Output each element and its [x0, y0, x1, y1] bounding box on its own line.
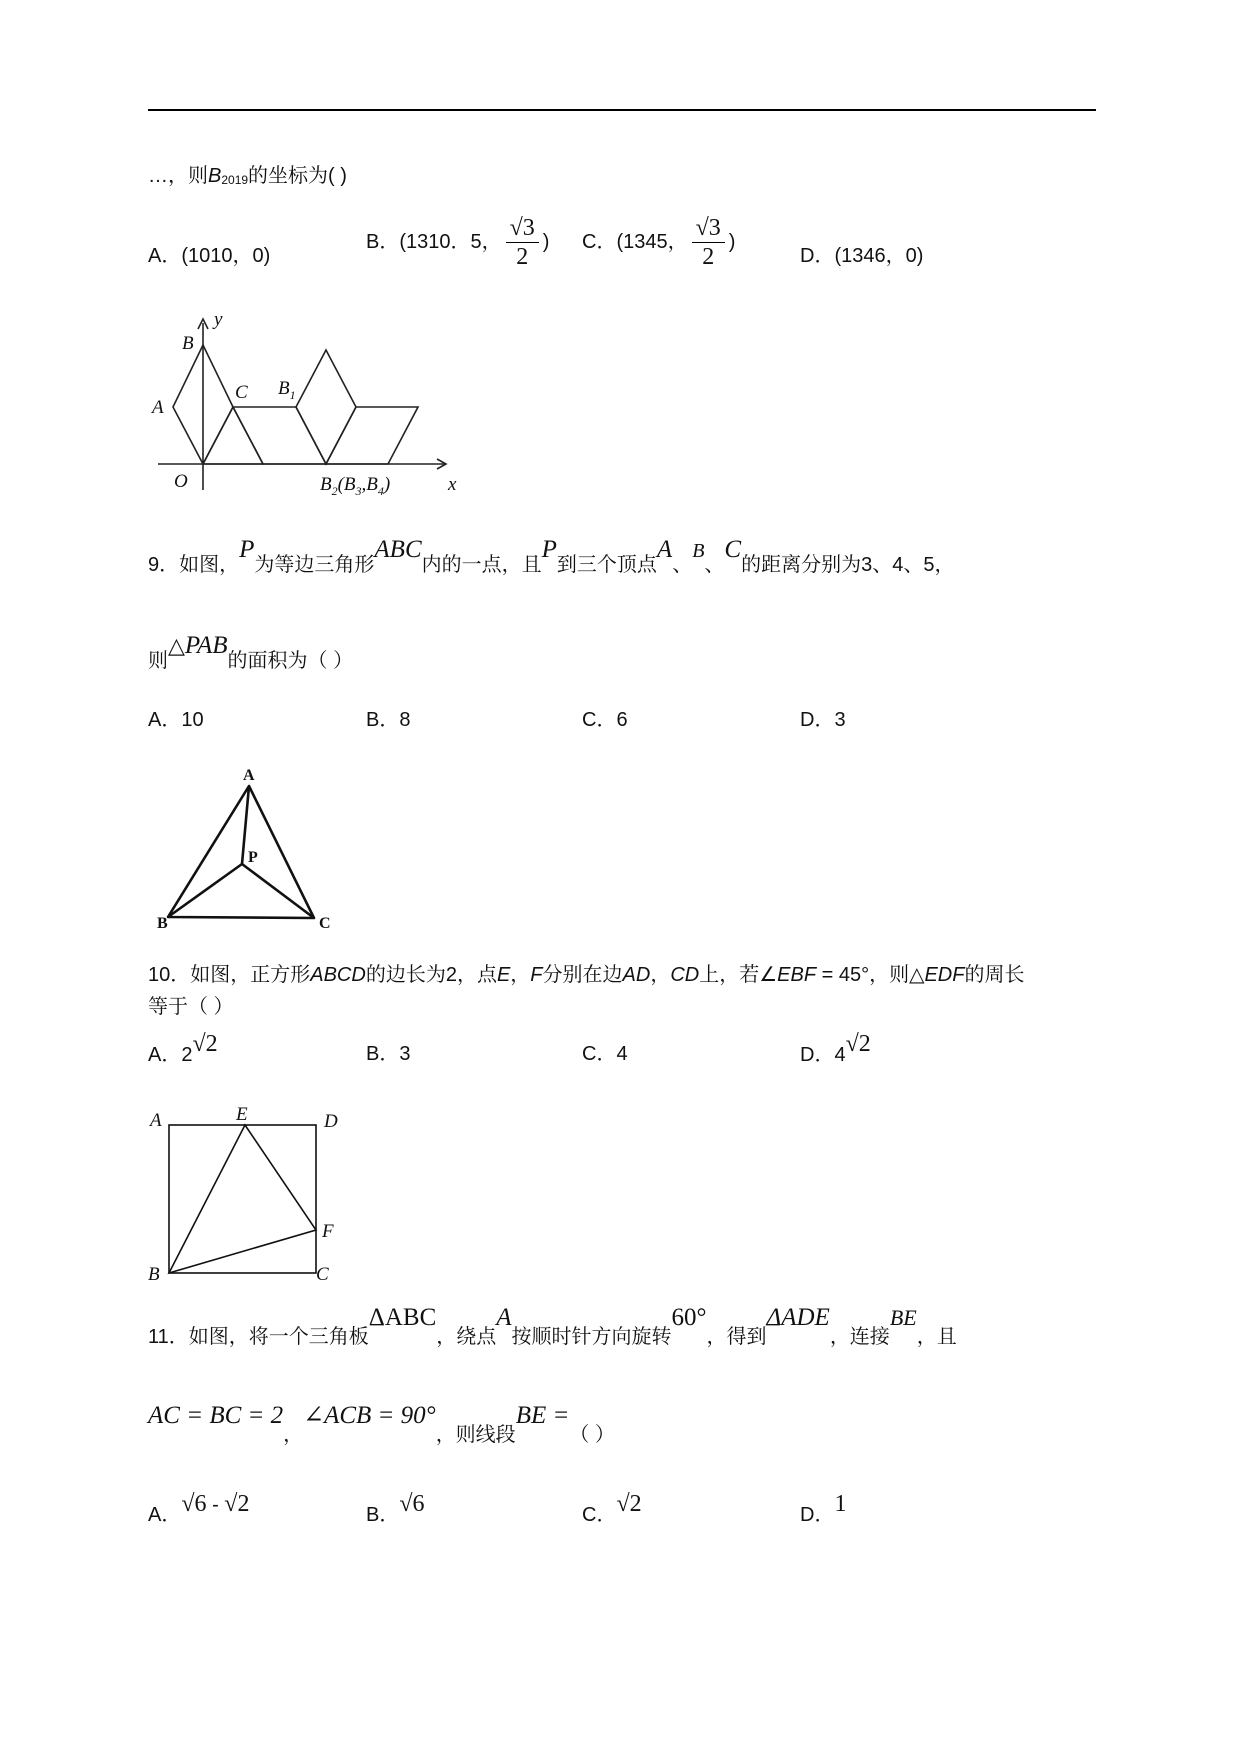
- q8-stem-tail: 的坐标为( ): [248, 165, 347, 187]
- q9-stem-line-1: [148, 536, 955, 579]
- triangle-ebf: [169, 1125, 316, 1273]
- triangle-1: [203, 407, 263, 464]
- q11-triangle-ade: ΔADE: [766, 1304, 830, 1331]
- label-c: C: [316, 1264, 329, 1285]
- q9-point-p: P: [239, 536, 255, 563]
- q10-comma-2: ，: [650, 964, 671, 986]
- q10-triangle-edf: EDF: [924, 964, 965, 986]
- label-b: B: [182, 333, 194, 354]
- q8-option-c[interactable]: [582, 214, 735, 271]
- q11-equation-angle-acb: ∠ACB = 90°: [303, 1402, 436, 1429]
- q11-option-a-minus: -: [206, 1494, 225, 1516]
- q11-segment-be: BE: [889, 1305, 917, 1330]
- q10-square-figure: [148, 1100, 348, 1290]
- q11-option-b-text: B．: [366, 1504, 400, 1526]
- q11-equation-ac-bc: AC = BC = 2: [148, 1402, 284, 1429]
- q9-text-3: 到三个顶点: [556, 554, 657, 576]
- q10-point-f: F: [530, 964, 543, 986]
- q10-angle-ebf: EBF: [777, 964, 817, 986]
- q8-option-c-fraction: [692, 214, 725, 271]
- fraction-numerator: √3: [692, 214, 725, 243]
- q11-comma: ，: [283, 1424, 304, 1446]
- q9-vertex-b: B: [692, 540, 705, 562]
- q11-text-7: ，则线段: [435, 1424, 516, 1446]
- q11-text-1: 11．如图，将一个三角板: [148, 1326, 369, 1348]
- q11-stem-line-1: [148, 1304, 957, 1351]
- q8-option-b-text: B．(1310．5，: [366, 230, 502, 253]
- q11-option-a-text: A．: [148, 1504, 182, 1526]
- b2-letter: B: [320, 474, 332, 495]
- label-comma: ,: [361, 474, 367, 495]
- q9-text-5: 则: [148, 650, 168, 672]
- segment-pb: [168, 864, 242, 917]
- q11-angle-60: 60°: [671, 1304, 707, 1331]
- q10-option-d-radical: √2: [845, 1031, 871, 1057]
- q8-option-b-close: ): [542, 230, 550, 253]
- label-e: E: [236, 1104, 248, 1125]
- q11-option-d-value: 1: [834, 1491, 847, 1517]
- q9-option-d[interactable]: D．3: [800, 709, 846, 731]
- q11-text-5: ，连接: [829, 1326, 890, 1348]
- q8-stem-text: …，则: [148, 165, 208, 187]
- q9-text-6: 的面积为（ ）: [227, 650, 354, 672]
- q11-option-b-radical: √6: [399, 1491, 425, 1517]
- q10-stem-line-2: 等于（ ）: [148, 996, 234, 1018]
- q8-option-c-close: ): [728, 230, 736, 253]
- label-x: x: [448, 474, 457, 495]
- b1-letter: B: [278, 378, 290, 399]
- q9-vertex-a: A: [656, 536, 673, 563]
- q9-triangle-abc: ABC: [374, 536, 422, 563]
- q9-sep-1: 、: [672, 554, 693, 576]
- q11-option-b[interactable]: [366, 1491, 425, 1529]
- q11-delta-abc-text: ΔABC: [368, 1304, 437, 1331]
- q11-option-a-radical-2: √2: [224, 1491, 250, 1517]
- q9-option-a[interactable]: A．10: [148, 709, 204, 731]
- label-a: A: [150, 1110, 162, 1131]
- q11-option-c[interactable]: [582, 1491, 642, 1529]
- q9-text-2: 内的一点，且: [421, 554, 542, 576]
- q8-b-subscript: 2019: [221, 173, 249, 187]
- q11-text-6: ，且: [916, 1326, 957, 1348]
- q10-stem-line-1: [148, 961, 1024, 989]
- rhombus-2: [296, 350, 356, 464]
- q10-option-c[interactable]: C．4: [582, 1043, 628, 1065]
- q8-stem: [148, 162, 347, 194]
- q11-option-a-radical-1: √6: [181, 1491, 207, 1517]
- q11-option-c-radical: √2: [616, 1491, 642, 1517]
- b4-letter: B: [366, 474, 378, 495]
- label-c: C: [235, 382, 248, 403]
- label-b2-b3-b4: [320, 474, 390, 498]
- q10-side-ad: AD: [622, 964, 651, 986]
- q8-option-c-text: C．(1345，: [582, 230, 688, 253]
- b2-subscript: 2: [331, 484, 338, 498]
- q10-option-a-radical: √2: [192, 1031, 218, 1057]
- q10-option-a[interactable]: [148, 1031, 218, 1069]
- q10-text-4: 上，若∠: [699, 964, 778, 986]
- label-a: A: [152, 397, 164, 418]
- label-c: C: [319, 915, 331, 932]
- q9-triangle-figure: [148, 760, 348, 935]
- q9-option-b[interactable]: B．8: [366, 709, 411, 731]
- b3-subscript: 3: [355, 484, 362, 498]
- label-b: B: [157, 915, 168, 932]
- q8-b-symbol: B: [208, 165, 222, 187]
- q9-option-c[interactable]: C．6: [582, 709, 628, 731]
- q10-option-a-text: A．2: [148, 1044, 193, 1066]
- q9-sep-2: 、: [704, 554, 725, 576]
- q10-option-b[interactable]: B．3: [366, 1043, 411, 1065]
- q8-option-b[interactable]: [366, 214, 549, 271]
- q10-option-d[interactable]: [800, 1031, 871, 1069]
- q10-side-cd: CD: [670, 964, 700, 986]
- fraction-denominator: 2: [702, 244, 715, 270]
- q10-text-2: 的边长为2，点: [365, 964, 497, 986]
- triangle-abc: [168, 786, 314, 918]
- q9-number: 9．如图，: [148, 554, 240, 576]
- label-o: O: [174, 471, 188, 492]
- parallelogram-2: [326, 407, 418, 464]
- q11-triangle-abc: [369, 1304, 436, 1331]
- q8-option-a[interactable]: A．(1010，0): [148, 245, 271, 267]
- q11-text-3: 按顺时针方向旋转: [511, 1326, 672, 1348]
- q8-option-d[interactable]: D．(1346，0): [800, 245, 924, 267]
- q11-text-4: ，得到: [706, 1326, 767, 1348]
- q11-point-a: A: [496, 1304, 512, 1331]
- label-b: B: [148, 1264, 160, 1285]
- q10-text-3: 分别在边: [542, 964, 623, 986]
- fraction-numerator: √3: [506, 214, 539, 243]
- q10-text-5: = 45°，则△: [816, 964, 925, 986]
- fraction-denominator: 2: [516, 244, 529, 270]
- q9-point-p-2: P: [541, 536, 557, 563]
- segment-pc: [242, 864, 314, 918]
- label-b1: [278, 378, 296, 402]
- label-d: D: [324, 1111, 338, 1132]
- q10-square-abcd: ABCD: [310, 964, 366, 986]
- q11-option-a[interactable]: [148, 1491, 250, 1529]
- q9-triangle-pab: PAB: [184, 632, 228, 659]
- b4-subscript: 4: [377, 484, 384, 498]
- q10-comma-1: ，: [510, 964, 531, 986]
- q10-text-6: 的周长: [964, 964, 1025, 986]
- q10-option-d-text: D．4: [800, 1044, 846, 1066]
- q9-stem-line-2: [148, 632, 354, 675]
- label-a: A: [243, 767, 255, 784]
- b1-subscript: 1: [289, 388, 296, 402]
- q9-text-4: 的距离分别为3、4、5，: [741, 554, 955, 576]
- b3-letter: (B: [337, 474, 356, 495]
- q9-triangle-symbol: △: [168, 633, 185, 658]
- label-f: F: [322, 1221, 334, 1242]
- label-p: P: [248, 849, 258, 866]
- q9-vertex-c: C: [724, 536, 742, 563]
- label-y: y: [214, 315, 223, 330]
- q11-text-8: （ ）: [569, 1424, 615, 1446]
- q10-point-e: E: [496, 964, 511, 986]
- q8-rhombus-figure: [148, 315, 458, 500]
- q11-text-2: ，绕点: [436, 1326, 497, 1348]
- header-rule: [148, 109, 1096, 111]
- q8-option-b-fraction: [506, 214, 539, 271]
- q11-option-c-text: C．: [582, 1504, 617, 1526]
- q11-stem-line-2: [148, 1402, 615, 1449]
- q10-text-1: 10．如图，正方形: [148, 964, 311, 986]
- q9-text-1: 为等边三角形: [254, 554, 375, 576]
- parallelogram-1: [233, 407, 326, 464]
- q11-equation-be: BE =: [515, 1402, 570, 1429]
- q11-option-d-text: D．: [800, 1504, 835, 1526]
- q11-option-d[interactable]: [800, 1491, 847, 1529]
- label-close-paren: ): [383, 474, 391, 495]
